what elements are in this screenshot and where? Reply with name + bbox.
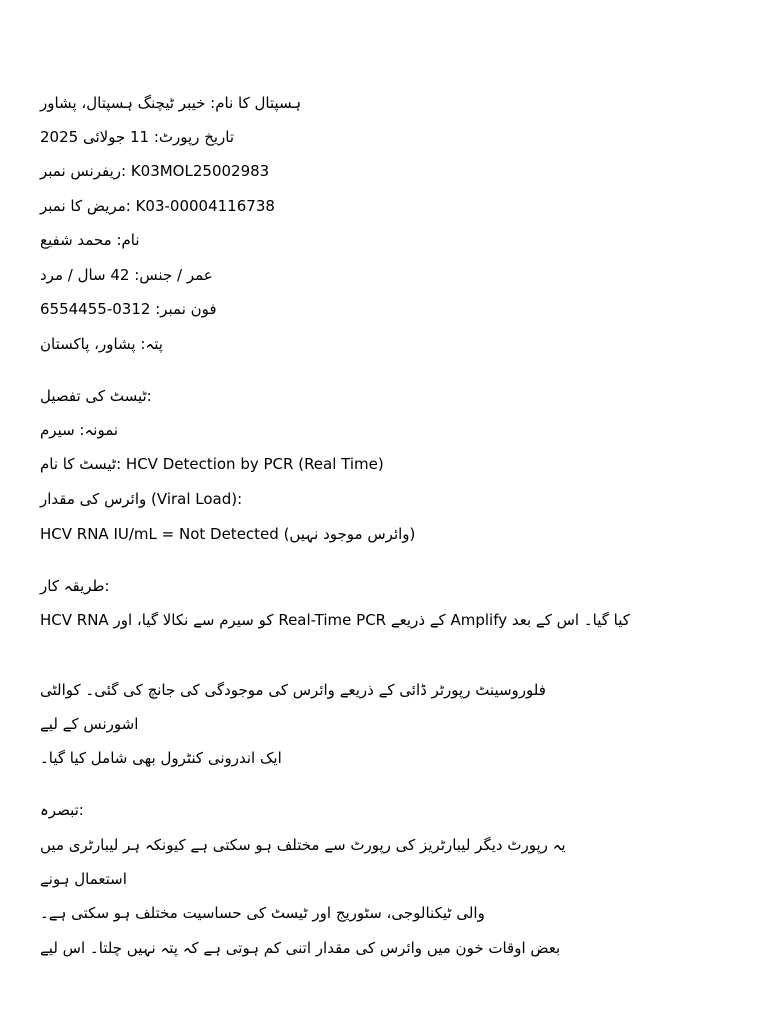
method-line-2: فلوروسینٹ رپورٹر ڈائی کے ذریعے وائرس کی موجودگی کی جانچ کی گئی۔ کوالٹی — [40, 681, 546, 699]
sample-type: نمونہ: سیرم — [40, 421, 119, 439]
phone-number: فون نمبر: 0312-6554455 — [40, 300, 217, 318]
remarks-heading: تبصرہ: — [40, 801, 84, 819]
remarks-line-2: استعمال ہونے — [40, 870, 127, 888]
test-name: ٹیسٹ کا نام: HCV Detection by PCR (Real Time) — [40, 455, 384, 473]
test-details-heading: ٹیسٹ کی تفصیل: — [40, 387, 152, 405]
method-heading: طریقہ کار: — [40, 577, 110, 595]
hospital-name: ہسپتال کا نام: خیبر ٹیچنگ ہسپتال، پشاور — [40, 94, 302, 112]
method-line-3: اشورنس کے لیے — [40, 715, 139, 733]
method-line-4: ایک اندرونی کنٹرول بھی شامل کیا گیا۔ — [40, 749, 282, 767]
age-gender: عمر / جنس: 42 سال / مرد — [40, 266, 213, 284]
method-line-1: HCV RNA کو سیرم سے نکالا گیا، اور Real-Time PCR کے ذریعے Amplify کیا گیا۔ اس کے بعد — [40, 611, 630, 629]
reference-number: ریفرنس نمبر: K03MOL25002983 — [40, 162, 270, 180]
patient-name: نام: محمد شفیع — [40, 231, 140, 249]
remarks-line-1: یہ رپورٹ دیگر لیبارٹریز کی رپورٹ سے مختلف ہو سکتی ہے کیونکہ ہر لیبارٹری میں — [40, 836, 566, 854]
report-date: تاریخ رپورٹ: 11 جولائی 2025 — [40, 128, 235, 146]
address: پتہ: پشاور، پاکستان — [40, 335, 163, 353]
remarks-line-3: والی ٹیکنالوجی، سٹوریج اور ٹیسٹ کی حساسیت مختلف ہو سکتی ہے۔ — [40, 904, 485, 922]
patient-number: مریض کا نمبر: K03-00004116738 — [40, 197, 275, 215]
viral-load-label: وائرس کی مقدار (Viral Load): — [40, 490, 243, 508]
test-result: HCV RNA IU/mL = Not Detected (وائرس موجود نہیں) — [40, 525, 416, 543]
remarks-line-4: بعض اوقات خون میں وائرس کی مقدار اتنی کم ہوتی ہے کہ پتہ نہیں چلتا۔ اس لیے — [40, 939, 561, 957]
